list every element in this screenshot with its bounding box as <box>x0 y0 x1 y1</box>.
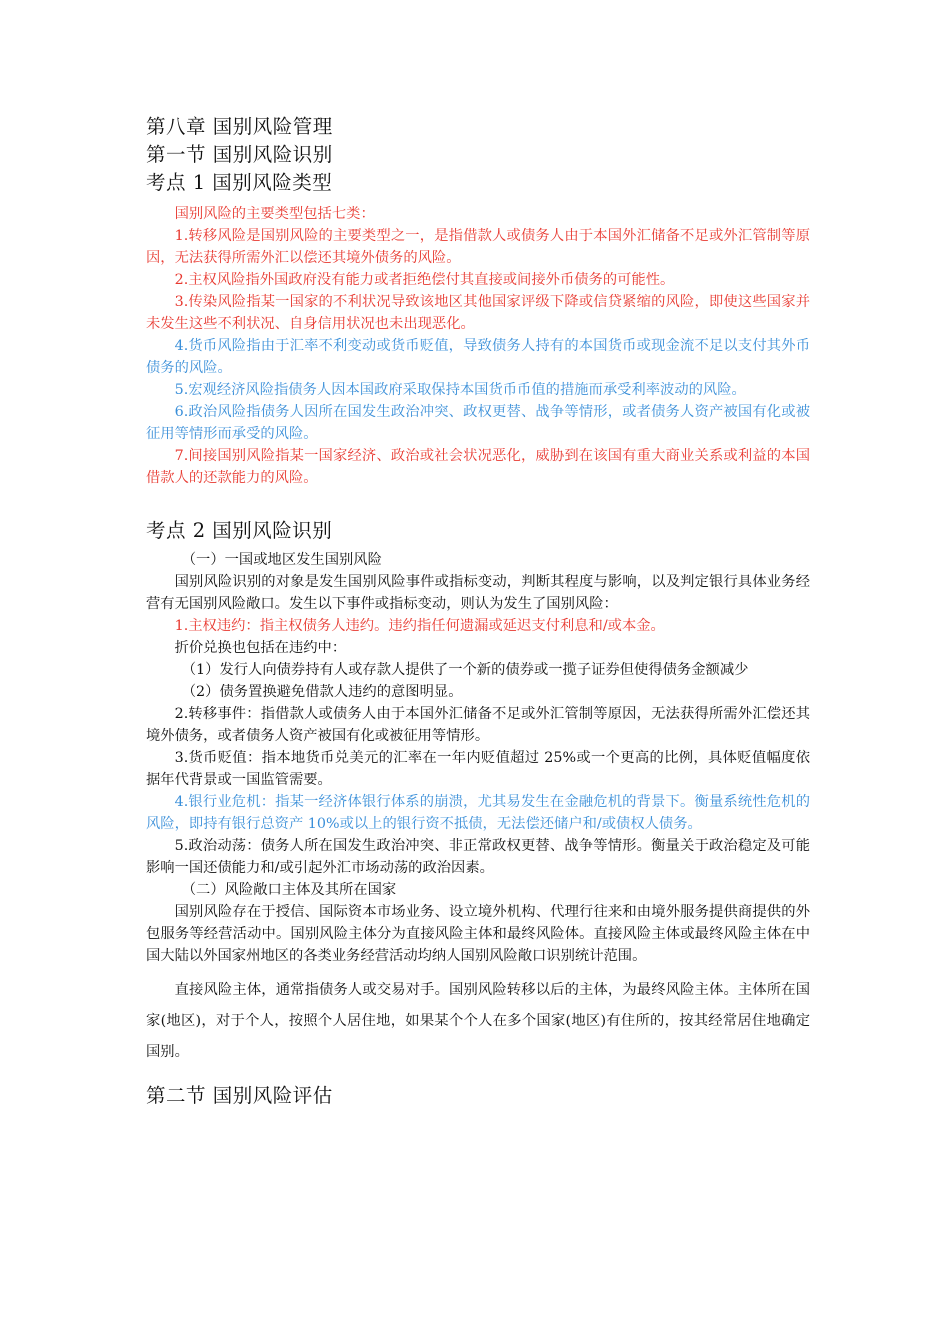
subheading: （一）一国或地区发生国别风险 <box>181 552 382 568</box>
paragraph: （2）债务置换避免借款人违约的意图明显。 <box>181 684 463 700</box>
section-title: 第二节 国别风险评估 <box>146 1084 333 1107</box>
risk-type-item: 3.传染风险指某一国家的不利状况导致该地区其他国家评级下降或信贷紧缩的风险，即使这些国家并未发生这些不利状况、自身信用状况也未出现恶化。 <box>146 294 810 332</box>
paragraph: （1）发行人向债券持有人或存款人提供了一个新的债券或一揽子证券但使得债务金额减少 <box>181 662 749 678</box>
risk-type-item: 7.间接国别风险指某一国家经济、政治或社会状况恶化，威胁到在该国有重大商业关系或利益的本国借款人的还款能力的风险。 <box>146 448 810 486</box>
section-title: 第一节 国别风险识别 <box>146 143 333 166</box>
event-item: 1.主权违约：指主权债务人违约。违约指任何遗漏或延迟支付利息和/或本金。 <box>174 618 665 634</box>
chapter-title: 第八章 国别风险管理 <box>146 115 333 138</box>
paragraph: 国别风险存在于授信、国际资本市场业务、设立境外机构、代理行往来和由境外服务提供商提供的外包服务等经营活动中。国别风险主体分为直接风险主体和最终风险体。直接风险主体或最终风险主体在中国大陆以外国家州地区的各类业务经营活动均纳人国别风险敞口识别统计范围。 <box>146 904 810 964</box>
event-item: 5.政治动荡：债务人所在国发生政治冲突、非正常政权更替、战争等情形。衡量关于政治稳定及可能影响一国还债能力和/或引起外汇市场动荡的政治因素。 <box>146 838 810 876</box>
paragraph: 直接风险主体，通常指债务人或交易对手。国别风险转移以后的主体，为最终风险主体。主体所在国家(地区)，对于个人，按照个人居住地，如果某个个人在多个国家(地区)有住所的，按其经常居住地确定国别。 <box>146 982 810 1060</box>
subheading: （二）风险敞口主体及其所在国家 <box>181 882 397 898</box>
point-title: 考点 2 国别风险识别 <box>146 519 333 542</box>
risk-type-item: 1.转移风险是国别风险的主要类型之一，是指借款人或债务人由于本国外汇储备不足或外汇管制等原因，无法获得所需外汇以偿还其境外债务的风险。 <box>146 228 810 266</box>
risk-type-item: 6.政治风险指债务人因所在国发生政治冲突、政权更替、战争等情形，或者债务人资产被国有化或被征用等情形而承受的风险。 <box>146 404 810 442</box>
event-item: 3.货币贬值：指本地货币兑美元的汇率在一年内贬值超过 25%或一个更高的比例，具体贬值幅度依据年代背景或一国监管需要。 <box>146 750 810 788</box>
risk-type-item: 5.宏观经济风险指债务人因本国政府采取保持本国货币币值的措施而承受利率波动的风险。 <box>174 382 746 398</box>
risk-type-item: 4.货币风险指由于汇率不利变动或货币贬值，导致债务人持有的本国货币或现金流不足以支付其外币债务的风险。 <box>146 338 810 376</box>
event-item: 2.转移事件：指借款人或债务人由于本国外汇储备不足或外汇管制等原因，无法获得所需外汇偿还其境外债务，或者债务人资产被国有化或被征用等情形。 <box>146 706 810 744</box>
paragraph: 折价兑换也包括在违约中： <box>174 640 347 656</box>
point-title: 考点 1 国别风险类型 <box>146 171 333 194</box>
risk-types-intro: 国别风险的主要类型包括七类： <box>174 206 375 222</box>
paragraph: 国别风险识别的对象是发生国别风险事件或指标变动，判断其程度与影响，以及判定银行具体业务经营有无国别风险敞口。发生以下事件或指标变动，则认为发生了国别风险： <box>146 574 810 612</box>
event-item: 4.银行业危机：指某一经济体银行体系的崩溃，尤其易发生在金融危机的背景下。衡量系统性危机的风险，即持有银行总资产 10%或以上的银行资不抵债，无法偿还储户和/或债权人债务。 <box>146 794 810 832</box>
document-page <box>146 113 810 1110</box>
risk-type-item: 2.主权风险指外国政府没有能力或者拒绝偿付其直接或间接外币债务的可能性。 <box>174 272 675 288</box>
